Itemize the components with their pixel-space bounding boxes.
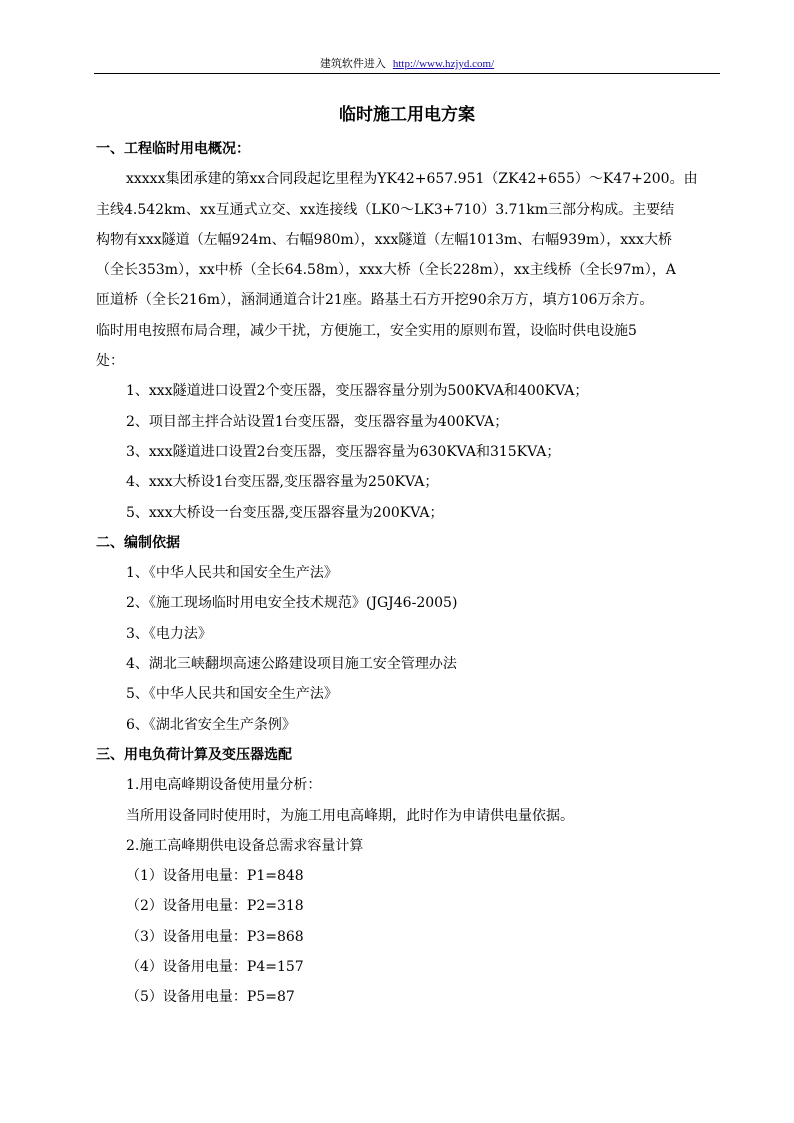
list-item: 3、xxx隧道进口设置2台变压器，变压器容量为630KVA和315KVA； [126, 443, 561, 460]
paragraph-line: （全长353m），xx中桥（全长64.58m），xxx大桥（全长228m），xx主线桥（全长97m），A [96, 262, 676, 279]
load-item: （4）设备用电量：P4=157 [126, 959, 304, 976]
document-title: 临时施工用电方案 [339, 105, 475, 125]
list-item: 3、《电力法》 [126, 625, 212, 642]
subheading: 1.用电高峰期设备使用量分析： [126, 777, 322, 794]
load-item: （1）设备用电量：P1=848 [126, 868, 304, 885]
header-divider [94, 73, 720, 74]
section-heading: 三、用电负荷计算及变压器选配 [96, 746, 292, 763]
paragraph-line: 处： [96, 353, 124, 370]
list-item: 5、xxx大桥设一台变压器,变压器容量为200KVA； [126, 504, 444, 521]
header-site-link[interactable]: http://www.hzjyd.com/ [392, 58, 495, 70]
load-item: （2）设备用电量：P2=318 [126, 898, 304, 915]
list-item: 2、《施工现场临时用电安全技术规范》(JGJ46-2005) [126, 595, 458, 612]
list-item: 6、《湖北省安全生产条例》 [126, 716, 296, 733]
document-body [96, 134, 722, 1013]
paragraph-line: xxxxx集团承建的第xx合同段起讫里程为YK42+657.951（ZK42+655）～K47+200。由 [126, 171, 698, 188]
paragraph-line: 当所用设备同时使用时，为施工用电高峰期，此时作为申请供电量依据。 [126, 807, 574, 824]
page-header [94, 57, 720, 71]
list-item: 2、项目部主拌合站设置1台变压器，变压器容量为400KVA； [126, 413, 509, 430]
list-item: 4、xxx大桥设1台变压器,变压器容量为250KVA； [126, 474, 439, 491]
load-item: （3）设备用电量：P3=868 [126, 928, 304, 945]
load-item: （5）设备用电量：P5=87 [126, 989, 295, 1006]
section-heading: 二、编制依据 [96, 534, 180, 551]
paragraph-line: 构物有xxx隧道（左幅924m、右幅980m），xxx隧道（左幅1013m、右幅939m），xxx大桥 [96, 231, 672, 248]
subheading: 2.施工高峰期供电设备总需求容量计算 [126, 837, 364, 854]
list-item: 1、xxx隧道进口设置2个变压器，变压器容量分别为500KVA和400KVA； [126, 383, 589, 400]
header-site-label: 建筑软件进入 [319, 57, 386, 70]
list-item: 5、《中华人民共和国安全生产法》 [126, 686, 338, 703]
section-heading: 一、工程临时用电概况： [96, 141, 250, 157]
paragraph-line: 主线4.542km、xx互通式立交、xx连接线（LK0～LK3+710）3.71km三部分构成。主要结 [96, 201, 675, 218]
list-item: 4、湖北三峡翻坝高速公路建设项目施工安全管理办法 [126, 656, 457, 673]
list-item: 1、《中华人民共和国安全生产法》 [126, 565, 338, 582]
paragraph-line: 临时用电按照布局合理，减少干扰，方便施工，安全实用的原则布置，设临时供电设施5 [96, 322, 637, 339]
paragraph-line: 匝道桥（全长216m），涵洞通道合计21座。路基土石方开挖90余万方，填方106万余方。 [96, 292, 654, 309]
